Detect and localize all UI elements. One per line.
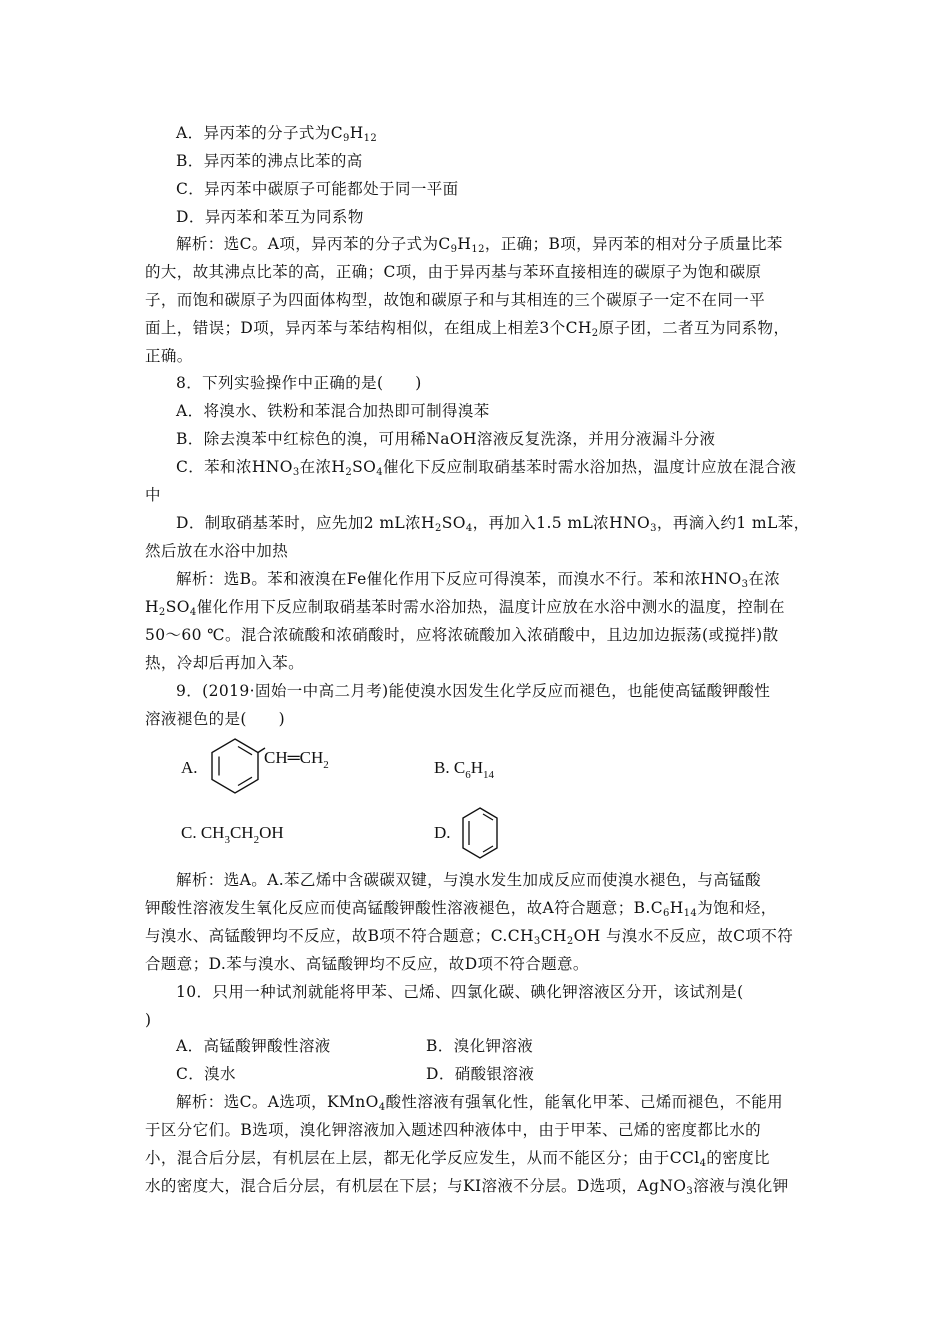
q8-analysis-line: $H_2SO_4$催化作用下反应制取硝基苯时需水浴加热，温度计应放在水浴中测水的温度，控制在 — [145, 598, 785, 618]
q10-stem: 10．只用一种试剂就能将甲苯、己烯、四氯化碳、碘化钾溶液区分开，该试剂是( — [176, 983, 744, 1001]
q10-stem-cont: ) — [145, 1011, 152, 1029]
q7-analysis-line: 解析：选C。A项，异丙苯的分子式为$C_9H_{12}$，正确；B项，异丙苯的相对分子质量比苯 — [176, 235, 783, 255]
q8-analysis-line: 热，冷却后再加入苯。 — [145, 654, 305, 672]
q10-option-d: D．硝酸银溶液 — [426, 1065, 535, 1083]
q8-stem: 8．下列实验操作中正确的是( ) — [176, 374, 422, 392]
q9-option-d-label: D. — [434, 823, 451, 842]
q8-option-b: B．除去溴苯中红棕色的溴，可用稀NaOH溶液反复洗涤，并用分液漏斗分液 — [176, 430, 716, 448]
q9-analysis-line: 与溴水、高锰酸钾均不反应，故B项不符合题意；$C.CH_3CH_2OH$ 与溴水不反应，故C项不符 — [145, 927, 794, 947]
q10-option-a: A．高锰酸钾酸性溶液 — [176, 1037, 331, 1055]
q9-stem: 9．(2019·固始一中高二月考)能使溴水因发生化学反应而褪色，也能使高锰酸钾酸性 — [176, 682, 771, 700]
q10-option-c: C．溴水 — [176, 1065, 236, 1083]
q10-analysis-line: 解析：选C。A选项，KMnO$_4$酸性溶液有强氧化性，能氧化甲苯、己烯而褪色，不能用 — [176, 1093, 784, 1113]
q7-option-b: B．异丙苯的沸点比苯的高 — [176, 152, 363, 170]
q8-analysis-line: 解析：选B。苯和液溴在Fe催化作用下反应可得溴苯，而溴水不行。苯和浓$HNO_3$在浓 — [176, 570, 781, 590]
q9-stem-cont: 溶液褪色的是( ) — [145, 710, 286, 728]
q7-analysis-line: 面上，错误；D项，异丙苯与苯结构相似，在组成上相差3个$CH_2$原子团，二者互为同系物， — [145, 319, 790, 339]
q9-option-a-vinyl-group: $CH═CH_2$ — [264, 748, 329, 771]
q10-analysis-line: 小，混合后分层，有机层在上层，都无化学反应发生，从而不能区分；由于CCl$_4$的密度比 — [145, 1149, 770, 1169]
q7-option-a: A．异丙苯的分子式为$C_9H_{12}$ — [176, 124, 378, 144]
q7-option-c: C．异丙苯中碳原子可能都处于同一平面 — [176, 180, 459, 198]
q9-option-c: C. $CH_3CH_2OH$ — [181, 823, 284, 846]
q8-option-c: C．苯和浓$HNO_3$在浓$H_2SO_4$催化下反应制取硝基苯时需水浴加热，温度计应放在混合液 — [176, 458, 797, 478]
q7-analysis-line: 正确。 — [145, 347, 193, 365]
q8-option-d-cont: 然后放在水浴中加热 — [145, 542, 289, 560]
q7-analysis-line: 子，而饱和碳原子为四面体构型，故饱和碳原子和与其相连的三个碳原子一定不在同一平 — [145, 291, 766, 309]
q8-option-c-cont: 中 — [145, 486, 161, 504]
q7-option-d: D．异丙苯和苯互为同系物 — [176, 208, 364, 226]
q10-analysis-line: 水的密度大，混合后分层，有机层在下层；与KI溶液不分层。D选项，AgNO$_3$溶液与溴化钾 — [145, 1177, 789, 1197]
q7-analysis-line: 的大，故其沸点比苯的高，正确；C项，由于异丙基与苯环直接相连的碳原子为饱和碳原 — [145, 263, 762, 281]
benzene-ring-icon — [205, 736, 265, 798]
q10-option-b: B．溴化钾溶液 — [426, 1037, 534, 1055]
q10-analysis-line: 于区分它们。B选项，溴化钾溶液加入题述四种液体中，由于甲苯、己烯的密度都比水的 — [145, 1121, 761, 1139]
q9-analysis-line: 钾酸性溶液发生氧化反应而使高锰酸钾酸性溶液褪色，故A符合题意；$B.C_6H_{14}$为饱和烃， — [145, 899, 777, 919]
q8-option-d: D．制取硝基苯时，应先加2 mL浓$H_2SO_4$，再加入1.5 mL浓$HNO_3$，再滴入约1 mL苯， — [176, 514, 810, 534]
q9-option-a-label: A. — [181, 758, 198, 777]
q8-option-a: A．将溴水、铁粉和苯混合加热即可制得溴苯 — [176, 402, 490, 420]
q9-analysis-line: 合题意；D.苯与溴水、高锰酸钾均不反应，故D项不符合题意。 — [145, 955, 589, 973]
q9-analysis-line: 解析：选A。A.苯乙烯中含碳碳双键，与溴水发生加成反应而使溴水褪色，与高锰酸 — [176, 871, 762, 889]
benzene-ring-icon — [460, 805, 500, 861]
q9-option-b: B. $C_6H_{14}$ — [434, 758, 494, 781]
q8-analysis-line: 50～60 ℃。混合浓硫酸和浓硝酸时，应将浓硫酸加入浓硝酸中，且边加边振荡(或搅拌)散 — [145, 626, 779, 644]
